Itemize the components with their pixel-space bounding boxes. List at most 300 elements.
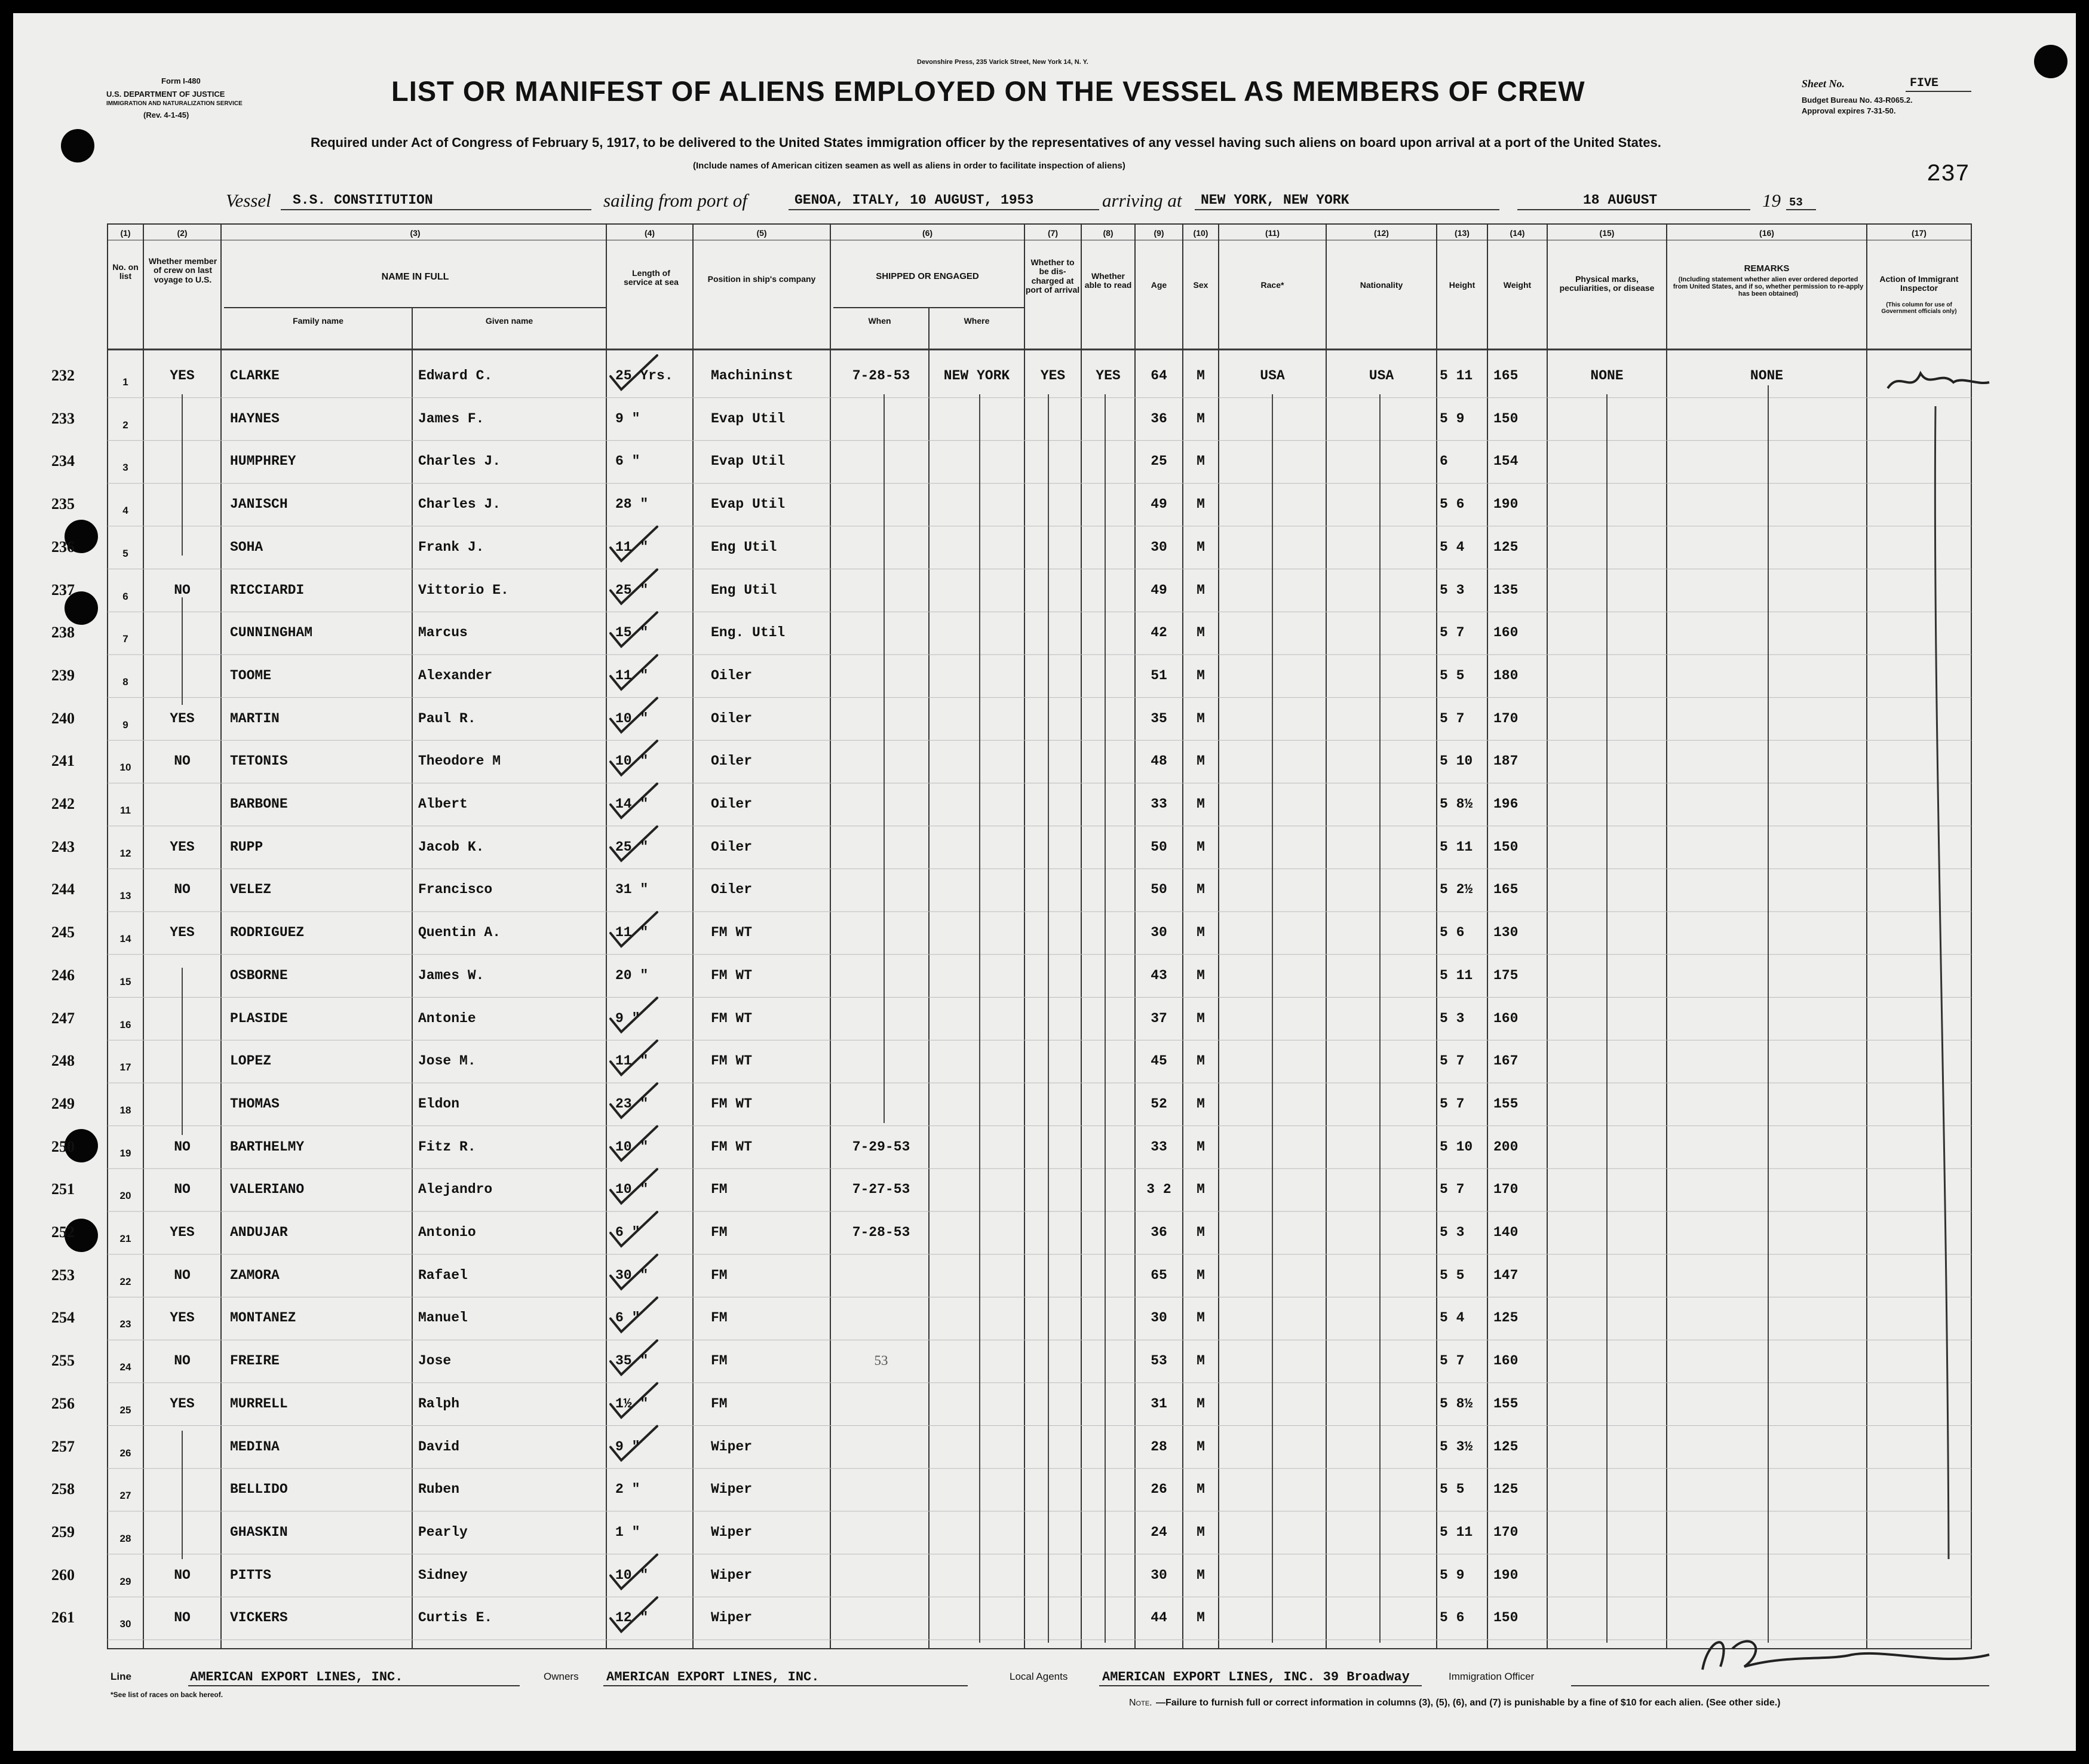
cell-height: 5 7 bbox=[1440, 625, 1465, 641]
row-number: 20 bbox=[119, 1190, 131, 1202]
cell-age: 49 bbox=[1151, 496, 1167, 513]
cell-family: BARTHELMY bbox=[230, 1139, 305, 1155]
cell-given: Jose bbox=[418, 1353, 452, 1369]
row-number: 4 bbox=[122, 505, 128, 517]
cell-service: 23 " bbox=[615, 1096, 649, 1112]
cell-when: 53 bbox=[874, 1353, 888, 1369]
list-number: 244 bbox=[51, 881, 75, 898]
cell-service: 2 " bbox=[615, 1481, 640, 1498]
cell-position: Wiper bbox=[711, 1524, 753, 1540]
cell-crew: NO bbox=[174, 582, 191, 598]
cell-marks: NONE bbox=[1590, 368, 1624, 384]
cell-age: 26 bbox=[1151, 1481, 1167, 1498]
list-number: 258 bbox=[51, 1480, 75, 1498]
cell-sex: M bbox=[1197, 539, 1205, 555]
cell-height: 5 3 bbox=[1440, 582, 1465, 598]
cell-family: MURRELL bbox=[230, 1395, 288, 1412]
cell-age: 36 bbox=[1151, 410, 1167, 427]
cell-weight: 170 bbox=[1493, 1524, 1519, 1540]
list-number: 236 bbox=[51, 538, 75, 556]
cell-sex: M bbox=[1197, 1610, 1205, 1626]
cell-weight: 187 bbox=[1493, 753, 1519, 769]
list-number: 240 bbox=[51, 709, 75, 727]
cell-position: FM bbox=[711, 1310, 728, 1326]
row-number: 17 bbox=[119, 1062, 131, 1073]
cell-given: Jacob K. bbox=[418, 839, 484, 855]
cell-age: 43 bbox=[1151, 967, 1167, 983]
cell-sex: M bbox=[1197, 1010, 1205, 1026]
table-row bbox=[0, 658, 2089, 701]
cell-sex: M bbox=[1197, 1567, 1205, 1583]
cell-age: 30 bbox=[1151, 925, 1167, 941]
cell-given: Jose M. bbox=[418, 1053, 476, 1069]
row-number: 14 bbox=[119, 933, 131, 945]
cell-weight: 125 bbox=[1493, 1438, 1519, 1455]
year-prefix: 19 bbox=[1762, 190, 1781, 211]
cell-weight: 165 bbox=[1493, 368, 1519, 384]
cell-family: VELEZ bbox=[230, 882, 272, 898]
cell-service: 35 " bbox=[615, 1353, 649, 1369]
column-number: (15) bbox=[1599, 228, 1615, 238]
cell-sex: M bbox=[1197, 753, 1205, 769]
cell-weight: 130 bbox=[1493, 925, 1519, 941]
table-row bbox=[0, 744, 2089, 787]
cell-height: 5 6 bbox=[1440, 1610, 1465, 1626]
row-number: 26 bbox=[119, 1447, 131, 1459]
list-number: 235 bbox=[51, 495, 75, 513]
cell-age: 31 bbox=[1151, 1395, 1167, 1412]
cell-given: Eldon bbox=[418, 1096, 460, 1112]
cell-weight: 125 bbox=[1493, 539, 1519, 555]
column-number: (17) bbox=[1912, 228, 1927, 238]
cell-height: 6 bbox=[1440, 453, 1448, 470]
cell-remarks: NONE bbox=[1750, 368, 1784, 384]
list-number: 257 bbox=[51, 1437, 75, 1455]
note-label: Note. bbox=[1129, 1698, 1152, 1708]
cell-height: 5 7 bbox=[1440, 1053, 1465, 1069]
cell-service: 6 " bbox=[615, 1310, 640, 1326]
column-number: (8) bbox=[1103, 228, 1113, 238]
cell-service: 20 " bbox=[615, 967, 649, 983]
list-number: 245 bbox=[51, 924, 75, 941]
cell-height: 5 5 bbox=[1440, 667, 1465, 683]
header-discharged: Whether to be dis-charged at port of arrival bbox=[1025, 257, 1080, 295]
cell-height: 5 3 bbox=[1440, 1010, 1465, 1026]
line-value: AMERICAN EXPORT LINES, INC. bbox=[190, 1670, 403, 1685]
cell-crew: NO bbox=[174, 1182, 191, 1198]
cell-given: James F. bbox=[418, 410, 484, 427]
header-physical-marks: Physical marks, peculiarities, or disease bbox=[1559, 274, 1655, 293]
cell-service: 6 " bbox=[615, 1225, 640, 1240]
cell-position: Oiler bbox=[711, 710, 753, 726]
cell-weight: 125 bbox=[1493, 1481, 1519, 1498]
table-row bbox=[0, 444, 2089, 487]
cell-position: FM bbox=[711, 1225, 728, 1240]
races-note: *See list of races on back hereof. bbox=[111, 1691, 223, 1699]
column-number: (4) bbox=[644, 228, 655, 238]
cell-sex: M bbox=[1197, 1225, 1205, 1240]
cell-weight: 170 bbox=[1493, 1182, 1519, 1198]
cell-service: 25 " bbox=[615, 839, 649, 855]
cell-given: Ralph bbox=[418, 1395, 460, 1412]
cell-service: 10 " bbox=[615, 1567, 649, 1583]
cell-position: FM WT bbox=[711, 967, 753, 983]
row-number: 3 bbox=[122, 462, 128, 474]
row-number: 25 bbox=[119, 1404, 131, 1416]
table-row bbox=[0, 1515, 2089, 1558]
row-number: 10 bbox=[119, 762, 131, 774]
cell-position: FM bbox=[711, 1267, 728, 1283]
cell-sex: M bbox=[1197, 882, 1205, 898]
list-number: 261 bbox=[51, 1609, 75, 1627]
cell-weight: 200 bbox=[1493, 1139, 1519, 1155]
header-length-service: Length of service at sea bbox=[624, 268, 679, 287]
column-number: (2) bbox=[177, 228, 188, 238]
list-number: 238 bbox=[51, 624, 75, 642]
cell-read: YES bbox=[1096, 368, 1121, 384]
cell-service: 28 " bbox=[615, 496, 649, 513]
cell-weight: 196 bbox=[1493, 796, 1519, 812]
cell-height: 5 7 bbox=[1440, 1353, 1465, 1369]
row-number: 21 bbox=[119, 1233, 131, 1244]
cell-given: Theodore M bbox=[418, 753, 501, 769]
cell-family: BELLIDO bbox=[230, 1481, 288, 1498]
cell-family: TOOME bbox=[230, 667, 272, 683]
cell-family: ANDUJAR bbox=[230, 1225, 288, 1240]
cell-when: 7-28-53 bbox=[852, 1225, 910, 1240]
cell-height: 5 9 bbox=[1440, 410, 1465, 427]
table-row bbox=[0, 1343, 2089, 1386]
cell-sex: M bbox=[1197, 368, 1205, 384]
cell-age: 51 bbox=[1151, 667, 1167, 683]
vessel-name: S.S. CONSTITUTION bbox=[293, 192, 433, 208]
cell-when: 7-28-53 bbox=[852, 368, 910, 384]
cell-service: 15 " bbox=[615, 625, 649, 641]
row-number: 1 bbox=[122, 376, 128, 388]
cell-weight: 167 bbox=[1493, 1053, 1519, 1069]
cell-weight: 170 bbox=[1493, 710, 1519, 726]
cell-given: Antonie bbox=[418, 1010, 476, 1026]
cell-sex: M bbox=[1197, 1139, 1205, 1155]
table-row bbox=[0, 530, 2089, 573]
cell-position: FM bbox=[711, 1395, 728, 1412]
cell-family: CLARKE bbox=[230, 368, 280, 384]
table-row bbox=[0, 787, 2089, 830]
cell-service: 11 " bbox=[615, 539, 649, 555]
cell-service: 9 " bbox=[615, 1438, 640, 1455]
cell-age: 42 bbox=[1151, 625, 1167, 641]
cell-height: 5 5 bbox=[1440, 1481, 1465, 1498]
cell-position: Oiler bbox=[711, 839, 753, 855]
sailing-label: sailing from port of bbox=[603, 190, 747, 211]
column-number: (12) bbox=[1374, 228, 1389, 238]
cell-height: 5 4 bbox=[1440, 539, 1465, 555]
row-number: 24 bbox=[119, 1361, 131, 1373]
cell-age: 24 bbox=[1151, 1524, 1167, 1540]
cell-sex: M bbox=[1197, 839, 1205, 855]
cell-family: MARTIN bbox=[230, 710, 280, 726]
column-number: (16) bbox=[1759, 228, 1774, 238]
cell-given: James W. bbox=[418, 967, 484, 983]
sheet-number: FIVE bbox=[1910, 76, 1939, 90]
column-number: (3) bbox=[410, 228, 421, 238]
cell-position: FM WT bbox=[711, 1139, 753, 1155]
header-remarks: REMARKS bbox=[1744, 263, 1790, 274]
table-row bbox=[0, 358, 2089, 401]
cell-position: Evap Util bbox=[711, 410, 786, 427]
row-number: 7 bbox=[122, 633, 128, 645]
cell-service: 9 " bbox=[615, 1010, 640, 1026]
cell-service: 31 " bbox=[615, 882, 649, 898]
header-action-note: (This column for use of Government officials only) bbox=[1881, 302, 1957, 315]
cell-given: Charles J. bbox=[418, 496, 501, 513]
arriving-label: arriving at bbox=[1102, 190, 1182, 211]
cell-sex: M bbox=[1197, 1182, 1205, 1198]
cell-position: Evap Util bbox=[711, 496, 786, 513]
cell-where: NEW YORK bbox=[943, 368, 1010, 384]
cell-crew: YES bbox=[170, 839, 195, 855]
table-row bbox=[0, 401, 2089, 444]
cell-weight: 150 bbox=[1493, 839, 1519, 855]
cell-given: Edward C. bbox=[418, 368, 493, 384]
row-number: 8 bbox=[122, 676, 128, 688]
table-row bbox=[0, 701, 2089, 744]
cell-when: 7-29-53 bbox=[852, 1139, 910, 1155]
cell-family: BARBONE bbox=[230, 796, 288, 812]
cell-sex: M bbox=[1197, 667, 1205, 683]
cell-height: 5 8½ bbox=[1440, 796, 1473, 812]
cell-family: RICCIARDI bbox=[230, 582, 305, 598]
list-number: 251 bbox=[51, 1180, 75, 1198]
cell-age: 49 bbox=[1151, 582, 1167, 598]
cell-weight: 175 bbox=[1493, 967, 1519, 983]
cell-sex: M bbox=[1197, 1310, 1205, 1326]
cell-age: 36 bbox=[1151, 1225, 1167, 1240]
table-row bbox=[0, 1172, 2089, 1215]
row-number: 22 bbox=[119, 1275, 131, 1287]
cell-service: 10 " bbox=[615, 1182, 649, 1198]
table-row bbox=[0, 1130, 2089, 1173]
cell-position: Oiler bbox=[711, 753, 753, 769]
header-age: Age bbox=[1151, 280, 1167, 290]
cell-family: FREIRE bbox=[230, 1353, 280, 1369]
cell-service: 10 " bbox=[615, 1139, 649, 1155]
cell-given: Alexander bbox=[418, 667, 493, 683]
cell-family: VALERIANO bbox=[230, 1182, 305, 1198]
cell-service: 10 " bbox=[615, 710, 649, 726]
cell-given: Ruben bbox=[418, 1481, 460, 1498]
cell-sex: M bbox=[1197, 796, 1205, 812]
list-number: 259 bbox=[51, 1523, 75, 1541]
cell-height: 5 2½ bbox=[1440, 882, 1473, 898]
table-row bbox=[0, 1558, 2089, 1601]
table-row bbox=[0, 958, 2089, 1001]
cell-service: 1½ " bbox=[615, 1395, 649, 1412]
row-number: 16 bbox=[119, 1018, 131, 1030]
cell-crew: NO bbox=[174, 882, 191, 898]
officer-label: Immigration Officer bbox=[1449, 1671, 1535, 1682]
cell-height: 5 5 bbox=[1440, 1267, 1465, 1283]
cell-given: Alejandro bbox=[418, 1182, 493, 1198]
header-name-in-full: NAME IN FULL bbox=[381, 272, 449, 282]
cell-position: FM bbox=[711, 1182, 728, 1198]
header-given-name: Given name bbox=[485, 316, 533, 326]
agents-value: AMERICAN EXPORT LINES, INC. 39 Broadway bbox=[1102, 1670, 1410, 1685]
cell-weight: 150 bbox=[1493, 1610, 1519, 1626]
header-race: Race* bbox=[1260, 280, 1284, 290]
cell-sex: M bbox=[1197, 582, 1205, 598]
list-number: 256 bbox=[51, 1394, 75, 1412]
cell-family: RUPP bbox=[230, 839, 263, 855]
cell-given: Frank J. bbox=[418, 539, 484, 555]
cell-sex: M bbox=[1197, 453, 1205, 470]
cell-age: 65 bbox=[1151, 1267, 1167, 1283]
cell-sex: M bbox=[1197, 925, 1205, 941]
cell-position: Eng Util bbox=[711, 582, 777, 598]
cell-age: 33 bbox=[1151, 1139, 1167, 1155]
list-number: 233 bbox=[51, 409, 75, 427]
cell-sex: M bbox=[1197, 1524, 1205, 1540]
cell-sex: M bbox=[1197, 496, 1205, 513]
cell-service: 1 " bbox=[615, 1524, 640, 1540]
cell-weight: 147 bbox=[1493, 1267, 1519, 1283]
departure-port: GENOA, ITALY, 10 AUGUST, 1953 bbox=[795, 192, 1034, 208]
cell-weight: 160 bbox=[1493, 1353, 1519, 1369]
cell-weight: 140 bbox=[1493, 1225, 1519, 1240]
cell-weight: 190 bbox=[1493, 496, 1519, 513]
table-row bbox=[0, 915, 2089, 958]
cell-family: ZAMORA bbox=[230, 1267, 280, 1283]
header-where: Where bbox=[964, 316, 990, 326]
cell-weight: 150 bbox=[1493, 410, 1519, 427]
table-row bbox=[0, 1600, 2089, 1643]
cell-age: 50 bbox=[1151, 839, 1167, 855]
cell-service: 10 " bbox=[615, 753, 649, 769]
cell-age: 37 bbox=[1151, 1010, 1167, 1026]
list-number: 237 bbox=[51, 581, 75, 599]
cell-age: 44 bbox=[1151, 1610, 1167, 1626]
column-number: (13) bbox=[1455, 228, 1470, 238]
cell-age: 33 bbox=[1151, 796, 1167, 812]
list-number: 250 bbox=[51, 1137, 75, 1155]
list-number: 234 bbox=[51, 452, 75, 470]
cell-position: Oiler bbox=[711, 667, 753, 683]
row-number: 23 bbox=[119, 1318, 131, 1330]
cell-service: 11 " bbox=[615, 1053, 649, 1069]
header-no-on-list: No. on list bbox=[112, 262, 139, 281]
table-row bbox=[0, 830, 2089, 873]
cell-given: Antonio bbox=[418, 1225, 476, 1240]
cell-height: 5 11 bbox=[1440, 839, 1473, 855]
cell-crew: YES bbox=[170, 1225, 195, 1240]
row-number: 9 bbox=[122, 719, 128, 731]
cell-family: RODRIGUEZ bbox=[230, 925, 305, 941]
header-shipped: SHIPPED OR ENGAGED bbox=[876, 271, 979, 281]
cell-service: 6 " bbox=[615, 453, 640, 470]
cell-age: 50 bbox=[1151, 882, 1167, 898]
cell-age: 45 bbox=[1151, 1053, 1167, 1069]
table-row bbox=[0, 1044, 2089, 1087]
cell-age: 35 bbox=[1151, 710, 1167, 726]
owners-label: Owners bbox=[544, 1671, 579, 1682]
row-number: 15 bbox=[119, 975, 131, 987]
cell-height: 5 4 bbox=[1440, 1310, 1465, 1326]
row-number: 19 bbox=[119, 1147, 131, 1159]
cell-height: 5 11 bbox=[1440, 967, 1473, 983]
cell-disch: YES bbox=[1040, 368, 1066, 384]
approval-expiry: Approval expires 7-31-50. bbox=[1802, 106, 1896, 115]
cell-age: 3 2 bbox=[1146, 1182, 1171, 1198]
cell-age: 30 bbox=[1151, 539, 1167, 555]
cell-weight: 155 bbox=[1493, 1395, 1519, 1412]
cell-weight: 160 bbox=[1493, 625, 1519, 641]
cell-when: 7-27-53 bbox=[852, 1182, 910, 1198]
cell-crew: YES bbox=[170, 368, 195, 384]
page-number: 237 bbox=[1927, 161, 1970, 188]
list-number: 260 bbox=[51, 1566, 75, 1584]
cell-height: 5 10 bbox=[1440, 753, 1473, 769]
cell-given: David bbox=[418, 1438, 460, 1455]
cell-height: 5 10 bbox=[1440, 1139, 1473, 1155]
header-when: When bbox=[868, 316, 891, 326]
cell-family: PLASIDE bbox=[230, 1010, 288, 1026]
cell-height: 5 11 bbox=[1440, 368, 1473, 384]
cell-age: 25 bbox=[1151, 453, 1167, 470]
cell-weight: 155 bbox=[1493, 1096, 1519, 1112]
header-weight: Weight bbox=[1503, 280, 1532, 290]
arrival-date: 18 AUGUST bbox=[1583, 192, 1658, 208]
cell-service: 9 " bbox=[615, 410, 640, 427]
subtitle: Required under Act of Congress of February 5, 1917, to be delivered to the United States immigration officer by the representatives of any vessel having such aliens on board upon arrival at a port of the United States. bbox=[311, 135, 1661, 150]
cell-family: JANISCH bbox=[230, 496, 288, 513]
cell-height: 5 6 bbox=[1440, 925, 1465, 941]
agents-label: Local Agents bbox=[1010, 1671, 1068, 1682]
department: U.S. DEPARTMENT OF JUSTICE bbox=[106, 90, 225, 99]
cell-position: FM WT bbox=[711, 1096, 753, 1112]
cell-crew: YES bbox=[170, 710, 195, 726]
cell-sex: M bbox=[1197, 1395, 1205, 1412]
header-nationality: Nationality bbox=[1360, 280, 1403, 290]
cell-position: Wiper bbox=[711, 1610, 753, 1626]
list-number: 243 bbox=[51, 837, 75, 855]
header-family-name: Family name bbox=[293, 316, 343, 326]
cell-position: Machininst bbox=[711, 368, 794, 384]
column-number: (10) bbox=[1193, 228, 1208, 238]
cell-service: 11 " bbox=[615, 667, 649, 683]
sheet-label: Sheet No. bbox=[1802, 78, 1845, 90]
cell-height: 5 3½ bbox=[1440, 1438, 1473, 1455]
cell-position: Wiper bbox=[711, 1481, 753, 1498]
cell-height: 5 7 bbox=[1440, 710, 1465, 726]
header-action: Action of Immigrant Inspector bbox=[1879, 274, 1959, 293]
list-number: 253 bbox=[51, 1266, 75, 1284]
cell-height: 5 6 bbox=[1440, 496, 1465, 513]
cell-position: FM WT bbox=[711, 1010, 753, 1026]
cell-given: Quentin A. bbox=[418, 925, 501, 941]
cell-given: Vittorio E. bbox=[418, 582, 509, 598]
cell-given: Paul R. bbox=[418, 710, 476, 726]
vessel-label: Vessel bbox=[226, 190, 271, 211]
cell-position: Wiper bbox=[711, 1567, 753, 1583]
header-remarks-note: (Including statement whether alien ever ordered deported from United States, and if so, whether permission to re-apply has been obtained) bbox=[1673, 276, 1864, 298]
list-number: 254 bbox=[51, 1309, 75, 1327]
printer-line: Devonshire Press, 235 Varick Street, New York 14, N. Y. bbox=[917, 59, 1088, 66]
cell-given: Fitz R. bbox=[418, 1139, 476, 1155]
cell-given: Marcus bbox=[418, 625, 468, 641]
table-row bbox=[0, 1429, 2089, 1472]
header-crew-member: Whether member of crew on last voyage to U.S. bbox=[148, 256, 217, 284]
cell-service: 25 Yrs. bbox=[615, 368, 673, 384]
